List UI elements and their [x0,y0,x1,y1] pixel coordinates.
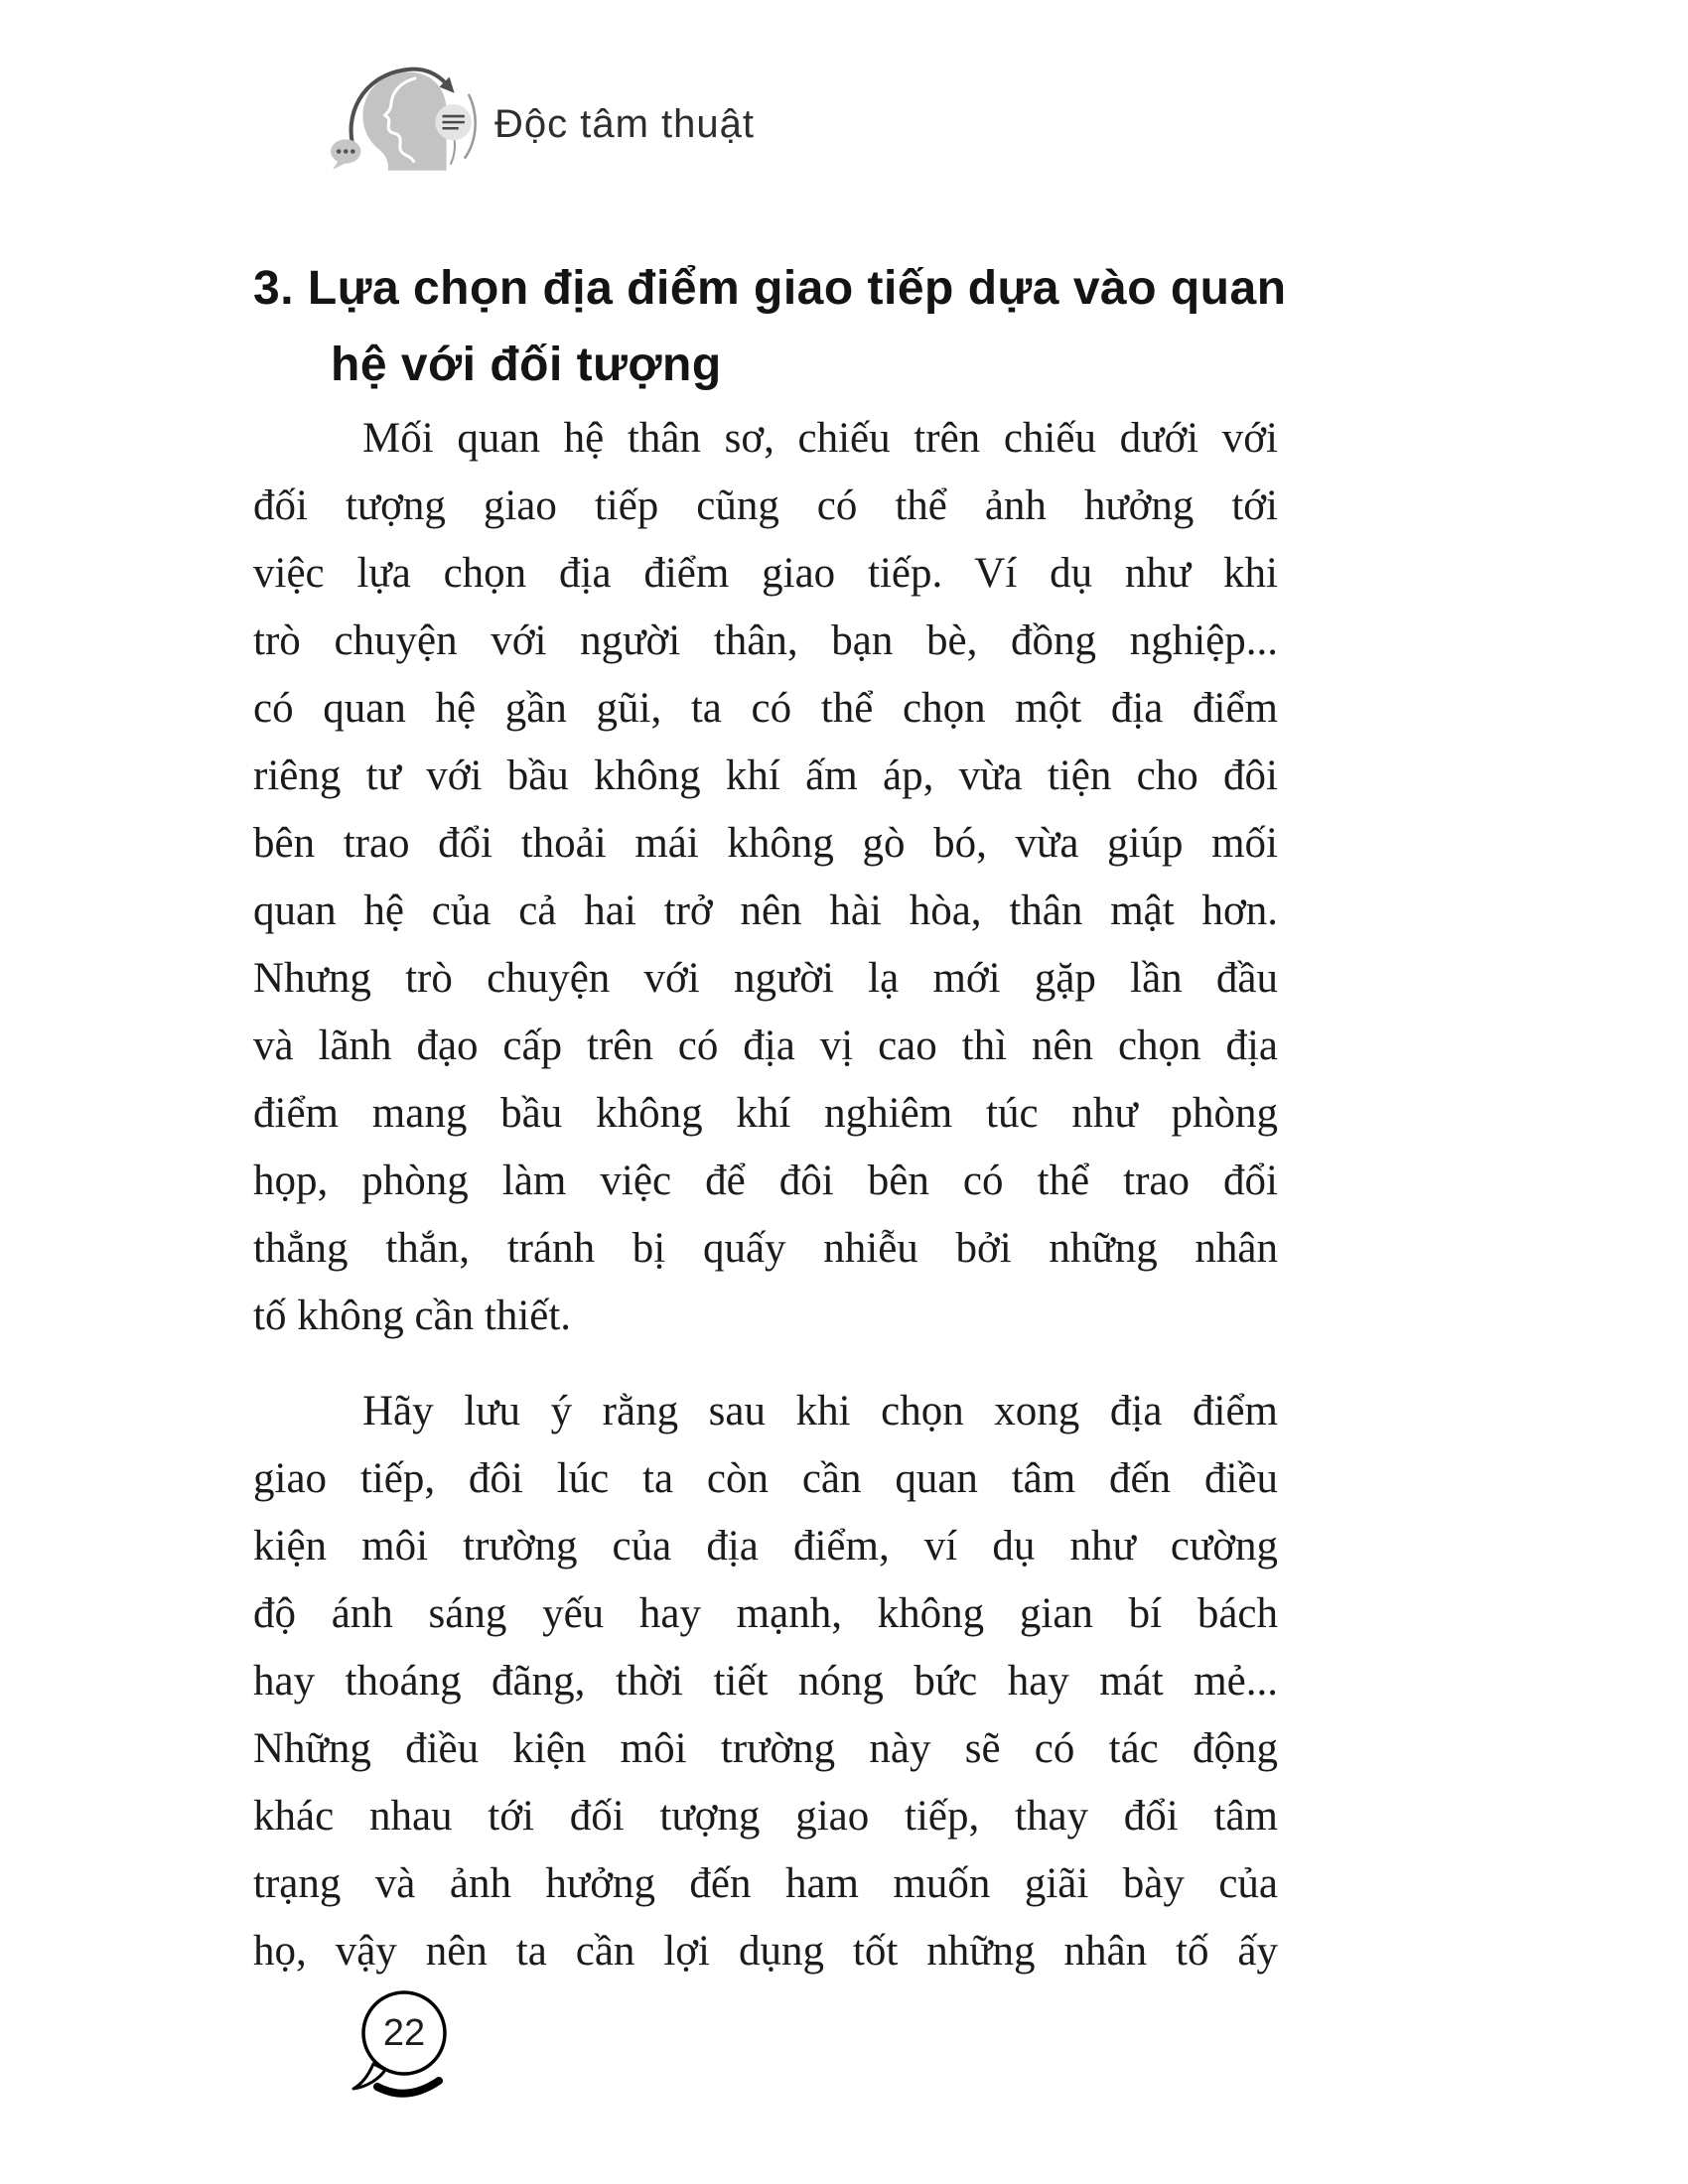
text-line: Những điều kiện môi trường này sẽ có tác động [253,1725,1278,1772]
text-line: bên trao đổi thoải mái không gò bó, vừa giúp mối [253,820,1278,867]
page-number: 22 [382,2012,426,2054]
text-line: riêng tư với bầu không khí ấm áp, vừa tiện cho đôi [253,752,1278,799]
text-line: khác nhau tới đối tượng giao tiếp, thay đổi tâm [253,1793,1278,1840]
body-text [253,405,1278,2013]
heading-line: hệ với đối tượng [331,339,722,391]
text-line: giao tiếp, đôi lúc ta còn cần quan tâm đến điều [253,1455,1278,1502]
text-line: hay thoáng đãng, thời tiết nóng bức hay mát mẻ... [253,1658,1278,1705]
text-line: việc lựa chọn địa điểm giao tiếp. Ví dụ như khi [253,550,1278,597]
text-line: trò chuyện với người thân, bạn bè, đồng nghiệp... [253,617,1278,664]
text-line: đối tượng giao tiếp cũng có thể ảnh hưởng tới [253,482,1278,529]
paragraph-2 [253,1378,1278,1985]
section-heading [253,250,1345,403]
text-line: họ, vậy nên ta cần lợi dụng tốt những nhân tố ấy [253,1928,1278,1975]
text-line: Nhưng trò chuyện với người lạ mới gặp lần đầu [253,955,1278,1002]
paragraph-1 [253,405,1278,1350]
heading-line: 3. Lựa chọn địa điểm giao tiếp dựa vào quan [253,262,1287,315]
text-line: độ ánh sáng yếu hay mạnh, không gian bí bách [253,1590,1278,1637]
text-line: kiện môi trường của địa điểm, ví dụ như cường [253,1523,1278,1570]
text-line: có quan hệ gần gũi, ta có thể chọn một địa điểm [253,685,1278,732]
text-line: trạng và ảnh hưởng đến ham muốn giãi bày của [253,1860,1278,1907]
text-line: thẳng thắn, tránh bị quấy nhiễu bởi những nhân [253,1225,1278,1272]
text-line: Mối quan hệ thân sơ, chiếu trên chiếu dưới với [362,415,1278,462]
brand-title: Độc tâm thuật [494,101,756,146]
page-number-badge [346,1985,463,2103]
page-header [328,52,755,171]
text-line: Hãy lưu ý rằng sau khi chọn xong địa điểm [362,1388,1278,1434]
text-line: và lãnh đạo cấp trên có địa vị cao thì nên chọn địa [253,1023,1278,1069]
text-line: tố không cần thiết. [253,1293,572,1339]
text-line: họp, phòng làm việc để đôi bên có thể trao đổi [253,1158,1278,1204]
text-line: quan hệ của cả hai trở nên hài hòa, thân mật hơn. [253,887,1278,934]
mind-reading-icon [328,52,479,171]
text-line: điểm mang bầu không khí nghiêm túc như phòng [253,1090,1278,1137]
